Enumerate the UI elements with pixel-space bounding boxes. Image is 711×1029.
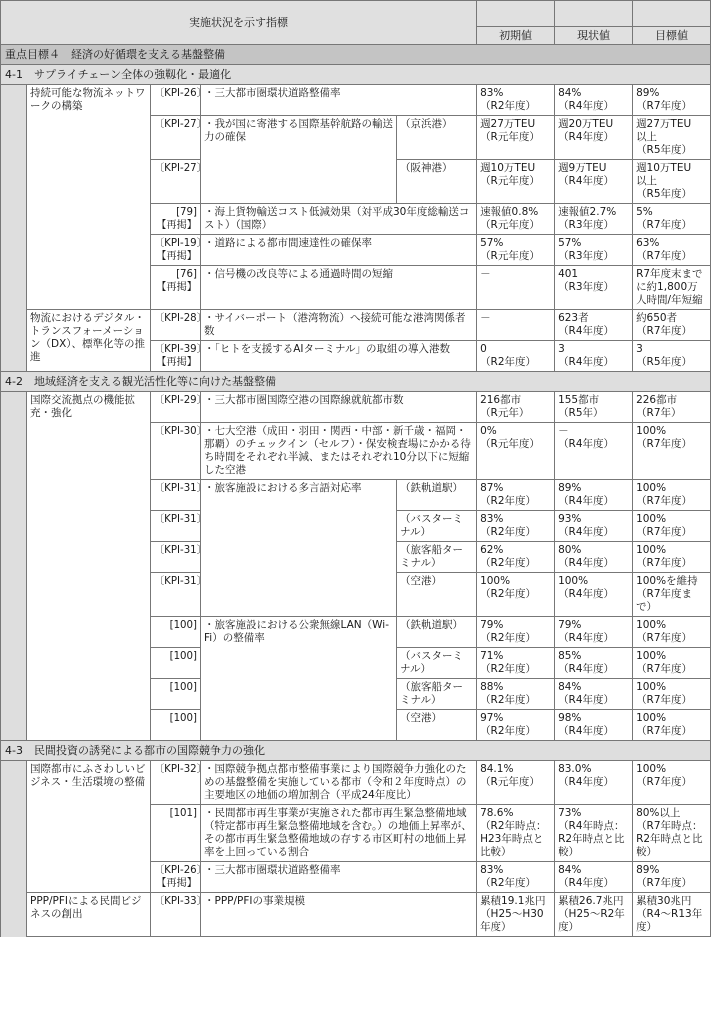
indicator-sublabel: （空港） xyxy=(397,710,477,741)
kpi-code: [76] 【再掲】 xyxy=(151,266,201,310)
current-value: 623者 （R4年度） xyxy=(555,310,633,341)
target-value: 100% （R7年度） xyxy=(633,761,711,805)
target-value: 80%以上 （R7年時点：R2年時点と比較） xyxy=(633,805,711,862)
initial-value: 83% （R2年度） xyxy=(477,511,555,542)
initial-value: 87% （R2年度） xyxy=(477,480,555,511)
table-row xyxy=(1,310,711,341)
target-value: 週27万TEU 以上 （R5年度） xyxy=(633,116,711,160)
indicator-label: ・民間都市再生事業が実施された都市再生緊急整備地域（特定都市再生緊急整備地域を含む。）の地価上昇率が、その都市再生緊急整備地域の存する市区町村の地価上昇率を上回っている割合 xyxy=(201,805,477,862)
indicator-label: ・三大都市圏国際空港の国際線就航都市数 xyxy=(201,392,477,423)
section-heading-4-1: 4-1 サプライチェーン全体の強靱化・最適化 xyxy=(1,65,711,85)
section-gutter xyxy=(1,392,27,741)
target-value: 100% （R7年度） xyxy=(633,679,711,710)
current-value: 84% （R4年度） xyxy=(555,679,633,710)
target-value: 100%を維持 （R7年度まで） xyxy=(633,573,711,617)
current-value: 57% （R3年度） xyxy=(555,235,633,266)
indicator-label: ・三大都市圏環状道路整備率 xyxy=(201,85,477,116)
kpi-code: [79] 【再掲】 xyxy=(151,204,201,235)
target-value: 89% （R7年度） xyxy=(633,862,711,893)
category-cell: PPP/PFIによる民間ビジネスの創出 xyxy=(27,893,151,937)
initial-value: 79% （R2年度） xyxy=(477,617,555,648)
indicator-sublabel: （旅客船ターミナル） xyxy=(397,679,477,710)
indicator-sublabel: （空港） xyxy=(397,573,477,617)
table-row xyxy=(1,761,711,805)
col-initial: 初期値 xyxy=(477,27,555,45)
initial-value: 71% （R2年度） xyxy=(477,648,555,679)
section-heading-4-3: 4-3 民間投資の誘発による都市の国際競争力の強化 xyxy=(1,741,711,761)
indicator-label: ・「ヒトを支援するAIターミナル」の取組の導入港数 xyxy=(201,341,477,372)
initial-value: － xyxy=(477,310,555,341)
kpi-code: 〔KPI-19〕 【再掲】 xyxy=(151,235,201,266)
kpi-code: 〔KPI-32〕 xyxy=(151,761,201,805)
current-value: 83.0% （R4年度） xyxy=(555,761,633,805)
indicator-sublabel: （京浜港） xyxy=(397,116,477,160)
section-gutter xyxy=(1,85,27,372)
kpi-code: 〔KPI-31〕 xyxy=(151,542,201,573)
initial-value: 57% （R元年度） xyxy=(477,235,555,266)
indicator-sublabel: （阪神港） xyxy=(397,160,477,204)
current-value: 401 （R3年度） xyxy=(555,266,633,310)
kpi-code: 〔KPI-33〕 xyxy=(151,893,201,937)
initial-value: 216都市 （R元年） xyxy=(477,392,555,423)
target-value: 5% （R7年度） xyxy=(633,204,711,235)
current-value: 89% （R4年度） xyxy=(555,480,633,511)
initial-value: 100% （R2年度） xyxy=(477,573,555,617)
category-cell: 物流におけるデジタル・トランスフォーメーション（DX）、標準化等の推進 xyxy=(27,310,151,372)
target-value: 63% （R7年度） xyxy=(633,235,711,266)
kpi-code: 〔KPI-26〕 【再掲】 xyxy=(151,862,201,893)
kpi-code: 〔KPI-29〕 xyxy=(151,392,201,423)
initial-value: 0% （R元年度） xyxy=(477,423,555,480)
initial-value: 62% （R2年度） xyxy=(477,542,555,573)
section-heading-4-2: 4-2 地域経済を支える観光活性化等に向けた基盤整備 xyxy=(1,372,711,392)
col-target: 目標値 xyxy=(633,27,711,45)
kpi-code: 〔KPI-30〕 xyxy=(151,423,201,480)
current-value: 84% （R4年度） xyxy=(555,85,633,116)
current-value: 73% （R4年時点：R2年時点と比較） xyxy=(555,805,633,862)
kpi-code: 〔KPI-31〕 xyxy=(151,573,201,617)
indicator-label: ・サイバーポート（港湾物流）へ接続可能な港湾関係者数 xyxy=(201,310,477,341)
table-row xyxy=(1,893,711,937)
kpi-code: [100] xyxy=(151,679,201,710)
target-value: 226都市 （R7年） xyxy=(633,392,711,423)
initial-value: 週10万TEU （R元年度） xyxy=(477,160,555,204)
current-value: 98% （R4年度） xyxy=(555,710,633,741)
kpi-code: [100] xyxy=(151,617,201,648)
goal-heading: 重点目標４ 経済の好循環を支える基盤整備 xyxy=(1,45,711,65)
kpi-code: 〔KPI-31〕 xyxy=(151,480,201,511)
indicator-sublabel: （旅客船ターミナル） xyxy=(397,542,477,573)
target-value: 100% （R7年度） xyxy=(633,423,711,480)
target-value: 100% （R7年度） xyxy=(633,511,711,542)
initial-value: 速報値0.8% （R元年度） xyxy=(477,204,555,235)
initial-value: － xyxy=(477,266,555,310)
indicator-sublabel: （バスターミナル） xyxy=(397,511,477,542)
indicator-sublabel: （バスターミナル） xyxy=(397,648,477,679)
section-gutter xyxy=(1,761,27,937)
kpi-code: 〔KPI-39〕 【再掲】 xyxy=(151,341,201,372)
indicator-sublabel: （鉄軌道駅） xyxy=(397,480,477,511)
target-value: 100% （R7年度） xyxy=(633,480,711,511)
indicator-label: ・三大都市圏環状道路整備率 xyxy=(201,862,477,893)
target-value: 100% （R7年度） xyxy=(633,542,711,573)
category-cell: 持続可能な物流ネットワークの構築 xyxy=(27,85,151,310)
current-value: 79% （R4年度） xyxy=(555,617,633,648)
initial-value: 83% （R2年度） xyxy=(477,862,555,893)
target-value: 100% （R7年度） xyxy=(633,710,711,741)
kpi-code: [100] xyxy=(151,710,201,741)
kpi-code: 〔KPI-27〕 xyxy=(151,160,201,204)
col-current: 現状値 xyxy=(555,27,633,45)
current-value: 80% （R4年度） xyxy=(555,542,633,573)
indicator-sublabel: （鉄軌道駅） xyxy=(397,617,477,648)
target-value: 3 （R5年度） xyxy=(633,341,711,372)
kpi-code: 〔KPI-28〕 xyxy=(151,310,201,341)
kpi-code: [101] xyxy=(151,805,201,862)
category-cell: 国際都市にふさわしいビジネス・生活環境の整備 xyxy=(27,761,151,893)
current-value: 累積26.7兆円 （H25～R2年度） xyxy=(555,893,633,937)
current-value: 速報値2.7% （R3年度） xyxy=(555,204,633,235)
current-value: 85% （R4年度） xyxy=(555,648,633,679)
initial-value: 週27万TEU （R元年度） xyxy=(477,116,555,160)
initial-value: 83% （R2年度） xyxy=(477,85,555,116)
target-value: 累積30兆円 （R4～R13年度） xyxy=(633,893,711,937)
target-value: 約650者 （R7年度） xyxy=(633,310,711,341)
indicator-label: ・旅客施設における公衆無線LAN（Wi-Fi）の整備率 xyxy=(204,619,389,644)
indicator-label: ・七大空港（成田・羽田・関西・中部・新千歳・福岡・那覇）のチェックイン（セルフ）・保安検査場にかかる待ち時間をそれぞれ半減、またはそれぞれ10分以下に短縮した空港 xyxy=(201,423,477,480)
current-value: 3 （R4年度） xyxy=(555,341,633,372)
indicator-label: ・国際競争拠点都市整備事業により国際競争力強化のための基盤整備を実施している都市（令和２年度時点）の主要地区の地価の増加割合（平成24年度比） xyxy=(201,761,477,805)
initial-value: 97% （R2年度） xyxy=(477,710,555,741)
initial-value: 84.1% （R元年度） xyxy=(477,761,555,805)
target-value: R7年度末までに約1,800万人時間/年短縮 xyxy=(633,266,711,310)
initial-value: 0 （R2年度） xyxy=(477,341,555,372)
current-value: － （R4年度） xyxy=(555,423,633,480)
current-value: 100% （R4年度） xyxy=(555,573,633,617)
current-value: 週20万TEU （R4年度） xyxy=(555,116,633,160)
indicator-label: ・道路による都市間速達性の確保率 xyxy=(201,235,477,266)
kpi-code: 〔KPI-31〕 xyxy=(151,511,201,542)
indicator-label: ・PPP/PFIの事業規模 xyxy=(201,893,477,937)
table-title: 実施状況を示す指標 xyxy=(1,1,477,45)
current-value: 84% （R4年度） xyxy=(555,862,633,893)
target-value: 100% （R7年度） xyxy=(633,648,711,679)
kpi-code: 〔KPI-27〕 xyxy=(151,116,201,160)
category-cell: 国際交流拠点の機能拡充・強化 xyxy=(27,392,151,741)
kpi-code: 〔KPI-26〕 xyxy=(151,85,201,116)
kpi-code: [100] xyxy=(151,648,201,679)
initial-value: 88% （R2年度） xyxy=(477,679,555,710)
initial-value: 78.6% （R2年時点：H23年時点と比較） xyxy=(477,805,555,862)
initial-value: 累積19.1兆円 （H25～H30年度） xyxy=(477,893,555,937)
indicator-label: ・旅客施設における多言語対応率 xyxy=(204,482,362,494)
target-value: 100% （R7年度） xyxy=(633,617,711,648)
indicator-label: ・信号機の改良等による通過時間の短縮 xyxy=(201,266,477,310)
indicator-label: ・我が国に寄港する国際基幹航路の輸送力の確保 xyxy=(204,118,393,143)
target-value: 週10万TEU 以上 （R5年度） xyxy=(633,160,711,204)
table-row xyxy=(1,392,711,423)
target-value: 89% （R7年度） xyxy=(633,85,711,116)
table-row xyxy=(1,85,711,116)
indicator-label: ・海上貨物輸送コスト低減効果（対平成30年度総輸送コスト）（国際） xyxy=(201,204,477,235)
current-value: 週9万TEU （R4年度） xyxy=(555,160,633,204)
current-value: 155都市 （R5年） xyxy=(555,392,633,423)
current-value: 93% （R4年度） xyxy=(555,511,633,542)
